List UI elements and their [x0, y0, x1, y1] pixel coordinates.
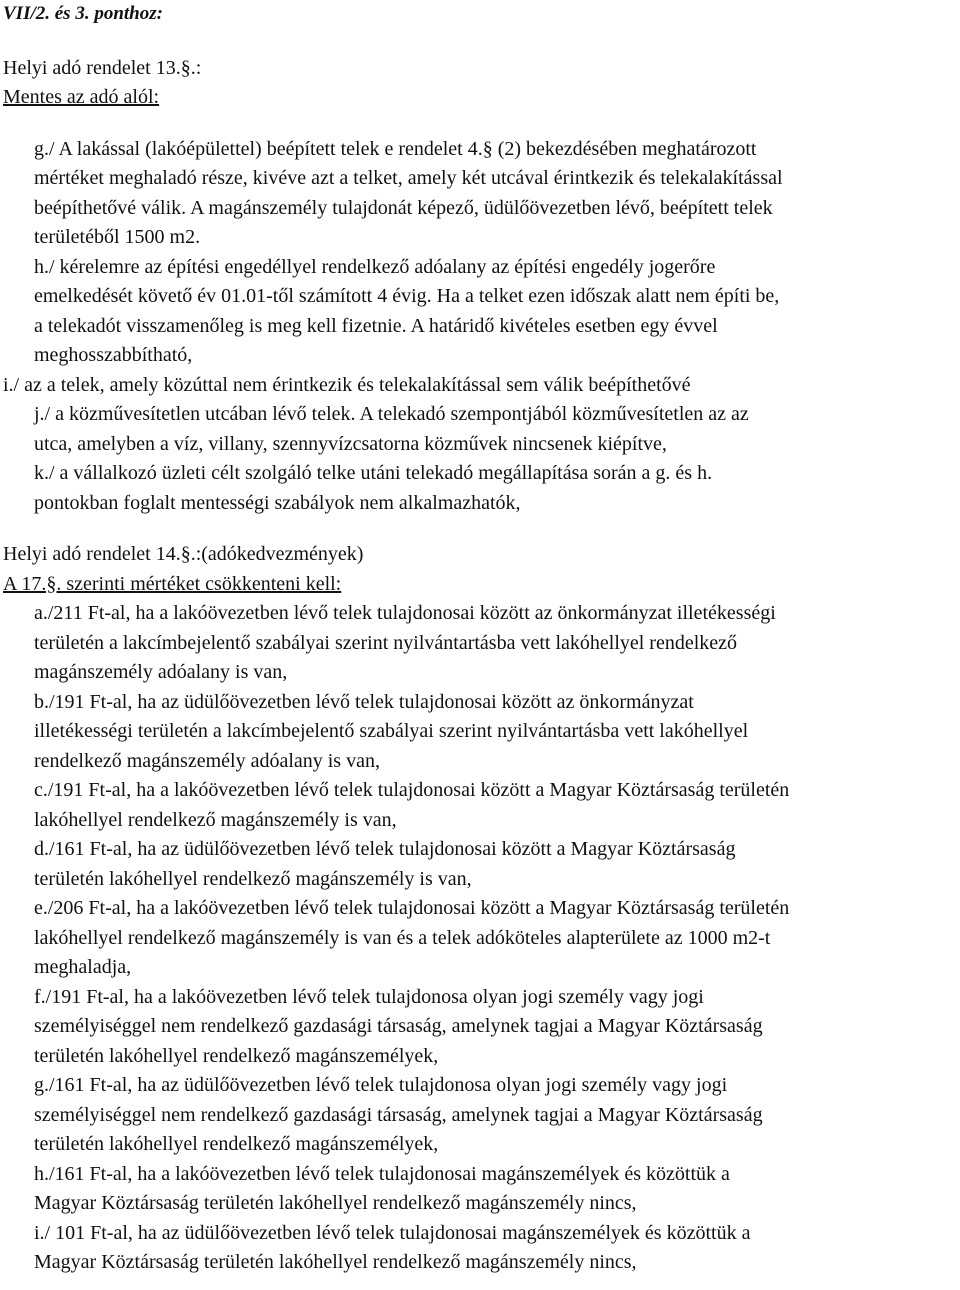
text-line: beépíthetővé válik. A magánszemély tulajdonát képező, üdülőövezetben lévő, beépített telek — [34, 196, 773, 219]
text-line: emelkedését követő év 01.01-től számított 4 évig. Ha a telket ezen időszak alatt nem építi be, — [34, 285, 780, 307]
text-line: d./161 Ft-al, ha az üdülőövezetben lévő telek tulajdonosai között a Magyar Köztársaság — [34, 838, 736, 860]
text-line: c./191 Ft-al, ha a lakóövezetben lévő telek tulajdonosai között a Magyar Köztársaság területén — [34, 779, 790, 801]
text-line: területén lakóhellyel rendelkező magánszemély is van, — [34, 867, 472, 890]
text-line: b./191 Ft-al, ha az üdülőövezetben lévő telek tulajdonosai között az önkormányzat — [34, 690, 694, 713]
text-line: területén lakóhellyel rendelkező magánszemélyek, — [34, 1133, 439, 1155]
section14-title: Helyi adó rendelet 14.§.:(adókedvezmények) — [3, 543, 364, 565]
text-line: k./ a vállalkozó üzleti célt szolgáló telke utáni telekadó megállapítása során a g. és h. — [34, 462, 713, 484]
text-line: pontokban foglalt mentességi szabályok nem alkalmazhatók, — [34, 491, 521, 514]
text-line: meghaladja, — [34, 956, 132, 978]
text-line: j./ a közművesítetlen utcában lévő telek. A telekadó szempontjából közművesítetlen az az — [34, 403, 749, 425]
section13-body — [3, 135, 960, 519]
text-line: mértéket meghaladó része, kivéve azt a telket, amely két utcával érintkezik és telekalakítással — [34, 167, 783, 189]
text-line: illetékességi területén a lakcímbejelentő szabályai szerint nyilvántartásba vett lakóhellyel — [34, 720, 749, 742]
text-line: területén lakóhellyel rendelkező magánszemélyek, — [34, 1044, 439, 1067]
spacer — [3, 113, 960, 135]
text-line: személyiséggel nem rendelkező gazdasági társaság, amelynek tagjai a Magyar Köztársaság — [34, 1103, 763, 1126]
text-line: a./211 Ft-al, ha a lakóövezetben lévő telek tulajdonosai között az önkormányzat illetékességi — [34, 602, 776, 624]
text-line: i./ 101 Ft-al, ha az üdülőövezetben lévő telek tulajdonosai magánszemélyek és közöttük a — [34, 1221, 751, 1244]
text-line: i./ az a telek, amely közúttal nem érintkezik és telekalakítással sem válik beépíthetővé — [3, 373, 691, 396]
section14-subtitle: A 17.§. szerinti mértéket csökkenteni kell: — [3, 572, 342, 595]
section13-title: Helyi adó rendelet 13.§.: — [3, 56, 202, 79]
page-heading: VII/2. és 3. ponthoz: — [3, 3, 163, 24]
text-line: lakóhellyel rendelkező magánszemély is van és a telek adóköteles alapterülete az 1000 m2-t — [34, 926, 771, 949]
text-line: g./161 Ft-al, ha az üdülőövezetben lévő telek tulajdonosa olyan jogi személy vagy jogi — [34, 1074, 728, 1096]
text-line: h./161 Ft-al, ha a lakóövezetben lévő telek tulajdonosai magánszemélyek és közöttük a — [34, 1162, 730, 1185]
text-line: magánszemély adóalany is van, — [34, 661, 288, 683]
section13-subtitle: Mentes az adó alól: — [3, 86, 160, 108]
text-line: Magyar Köztársaság területén lakóhellyel rendelkező magánszemély nincs, — [34, 1251, 637, 1273]
text-line: területén a lakcímbejelentő szabályai szerint nyilvántartásba vett lakóhellyel rendelkező — [34, 631, 738, 654]
section14-body — [3, 599, 960, 1278]
text-line: rendelkező magánszemély adóalany is van, — [34, 749, 380, 772]
spacer — [3, 29, 960, 54]
text-line: a telekadót visszamenőleg is meg kell fizetnie. A határidő kivételes esetben egy évvel — [34, 314, 718, 337]
text-line: meghosszabbítható, — [34, 344, 193, 366]
text-line: lakóhellyel rendelkező magánszemély is van, — [34, 808, 397, 831]
text-line: utca, amelyben a víz, villany, szennyvízcsatorna közművek nincsenek kiépítve, — [34, 432, 667, 455]
text-line: f./191 Ft-al, ha a lakóövezetben lévő telek tulajdonosa olyan jogi személy vagy jogi — [34, 985, 704, 1008]
spacer — [3, 518, 960, 540]
text-line: g./ A lakással (lakóépülettel) beépített telek e rendelet 4.§ (2) bekezdésében meghatározott — [34, 137, 757, 160]
text-line: h./ kérelemre az építési engedéllyel rendelkező adóalany az építési engedély jogerőre — [34, 255, 716, 278]
text-line: területéből 1500 m2. — [34, 226, 201, 248]
text-line: személyiséggel nem rendelkező gazdasági társaság, amelynek tagjai a Magyar Köztársaság — [34, 1015, 763, 1037]
text-line: e./206 Ft-al, ha a lakóövezetben lévő telek tulajdonosai között a Magyar Köztársaság területén — [34, 897, 790, 919]
text-line: Magyar Köztársaság területén lakóhellyel rendelkező magánszemély nincs, — [34, 1192, 637, 1214]
